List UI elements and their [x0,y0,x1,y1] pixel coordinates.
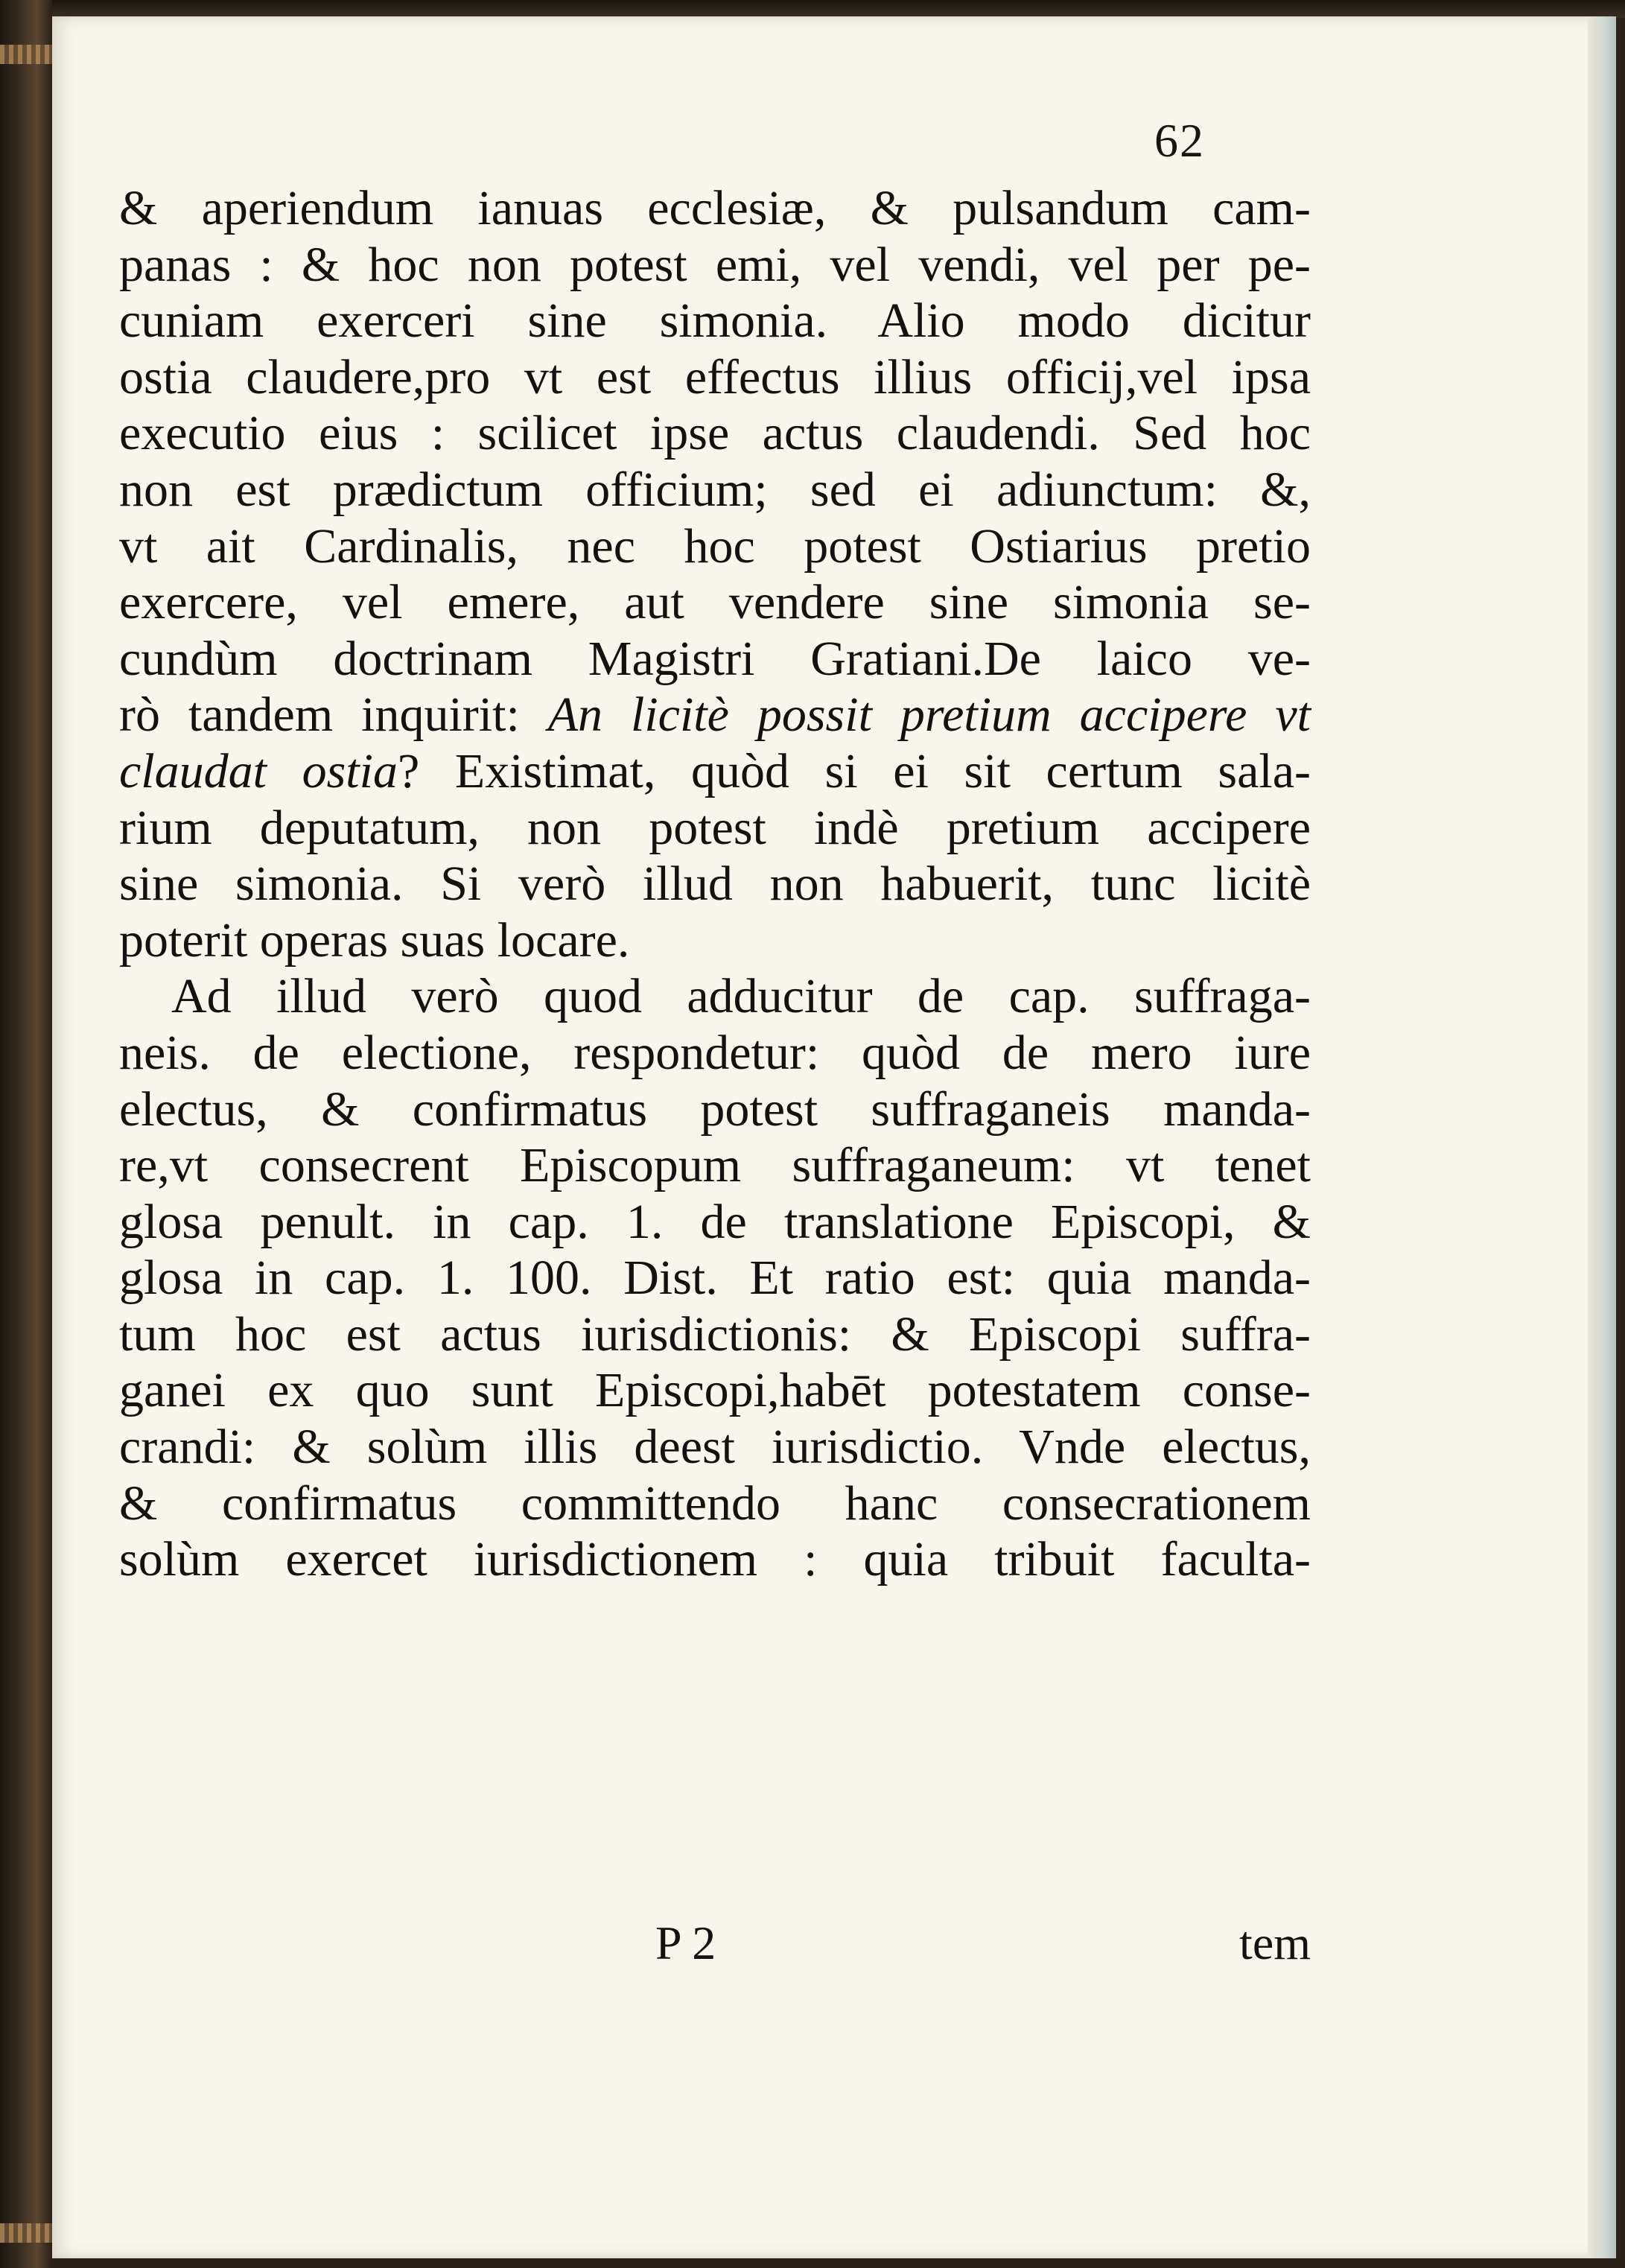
text-line: crandi: & solùm illis deest iurisdictio. Vnde electus, [119,1420,1311,1475]
text-line: executio eius : scilicet ipse actus claudendi. Sed hoc [119,406,1311,461]
paragraph-start-line: Ad illud verò quod adducitur de cap. suffraga- [171,969,1311,1024]
text-line: tum hoc est actus iurisdictionis: & Episcopi suffra- [119,1306,1311,1362]
text-line [119,687,1311,743]
italic-question: claudat ostia [119,743,398,798]
signature-mark: P 2 [655,1916,716,1969]
text-line: panas : & hoc non potest emi, vel vendi, vel per pe- [119,237,1311,292]
text-line: & aperiendum ianuas ecclesiæ, & pulsandum cam- [119,181,1311,235]
text-line: electus, & confirmatus potest suffraganeis manda- [119,1081,1311,1137]
page-number: 62 [1154,114,1205,167]
text-line: ganei ex quo sunt Episcopi,habēt potestatem conse- [119,1363,1311,1418]
text-line: exercere, vel emere, aut vendere sine simonia se- [119,575,1311,630]
text-line: glosa penult. in cap. 1. de translatione Episcopi, & [119,1194,1311,1249]
text-line: & confirmatus committendo hanc consecrationem [119,1476,1311,1531]
book-page [52,16,1616,2258]
book-binding [0,0,52,2268]
text-line: non est prædictum officium; sed ei adiunctum: &, [119,462,1311,517]
page-fore-edge [1588,16,1616,2258]
text-line: ostia claudere,pro vt est effectus illius officij,vel ipsa [119,349,1311,404]
text-line: rium deputatum, non potest indè pretium accipere [119,800,1311,855]
text-line: cuniam exerceri sine simonia. Alio modo dicitur [119,293,1311,349]
text-line: solùm exercet iurisdictionem : quia tribuit faculta- [119,1532,1311,1587]
page-footer [119,1916,1311,1975]
body-text [119,180,1311,1588]
book-top-edge [0,0,1625,18]
text-line: vt ait Cardinalis, nec hoc potest Ostiarius pretio [119,518,1311,574]
text-line: cundùm doctrinam Magistri Gratiani.De laico ve- [119,631,1311,686]
text-line: glosa in cap. 1. 100. Dist. Et ratio est: quia manda- [119,1251,1311,1306]
italic-question: An licitè possit pretium accipere vt [547,687,1311,743]
binding-stitch [0,45,52,64]
catchword: tem [1239,1916,1311,1969]
text-segment: rò tandem inquirit: [119,687,548,743]
text-line [119,743,1311,800]
text-segment: ? Existimat, quòd si ei sit certum sala- [397,743,1311,798]
text-line: neis. de electione, respondetur: quòd de mero iure [119,1025,1311,1080]
binding-stitch [0,2223,52,2243]
text-line: sine simonia. Si verò illud non habuerit, tunc licitè [119,857,1311,912]
text-line: poterit operas suas locare. [119,912,630,968]
text-line: re,vt consecrent Episcopum suffraganeum: vt tenet [119,1138,1311,1193]
